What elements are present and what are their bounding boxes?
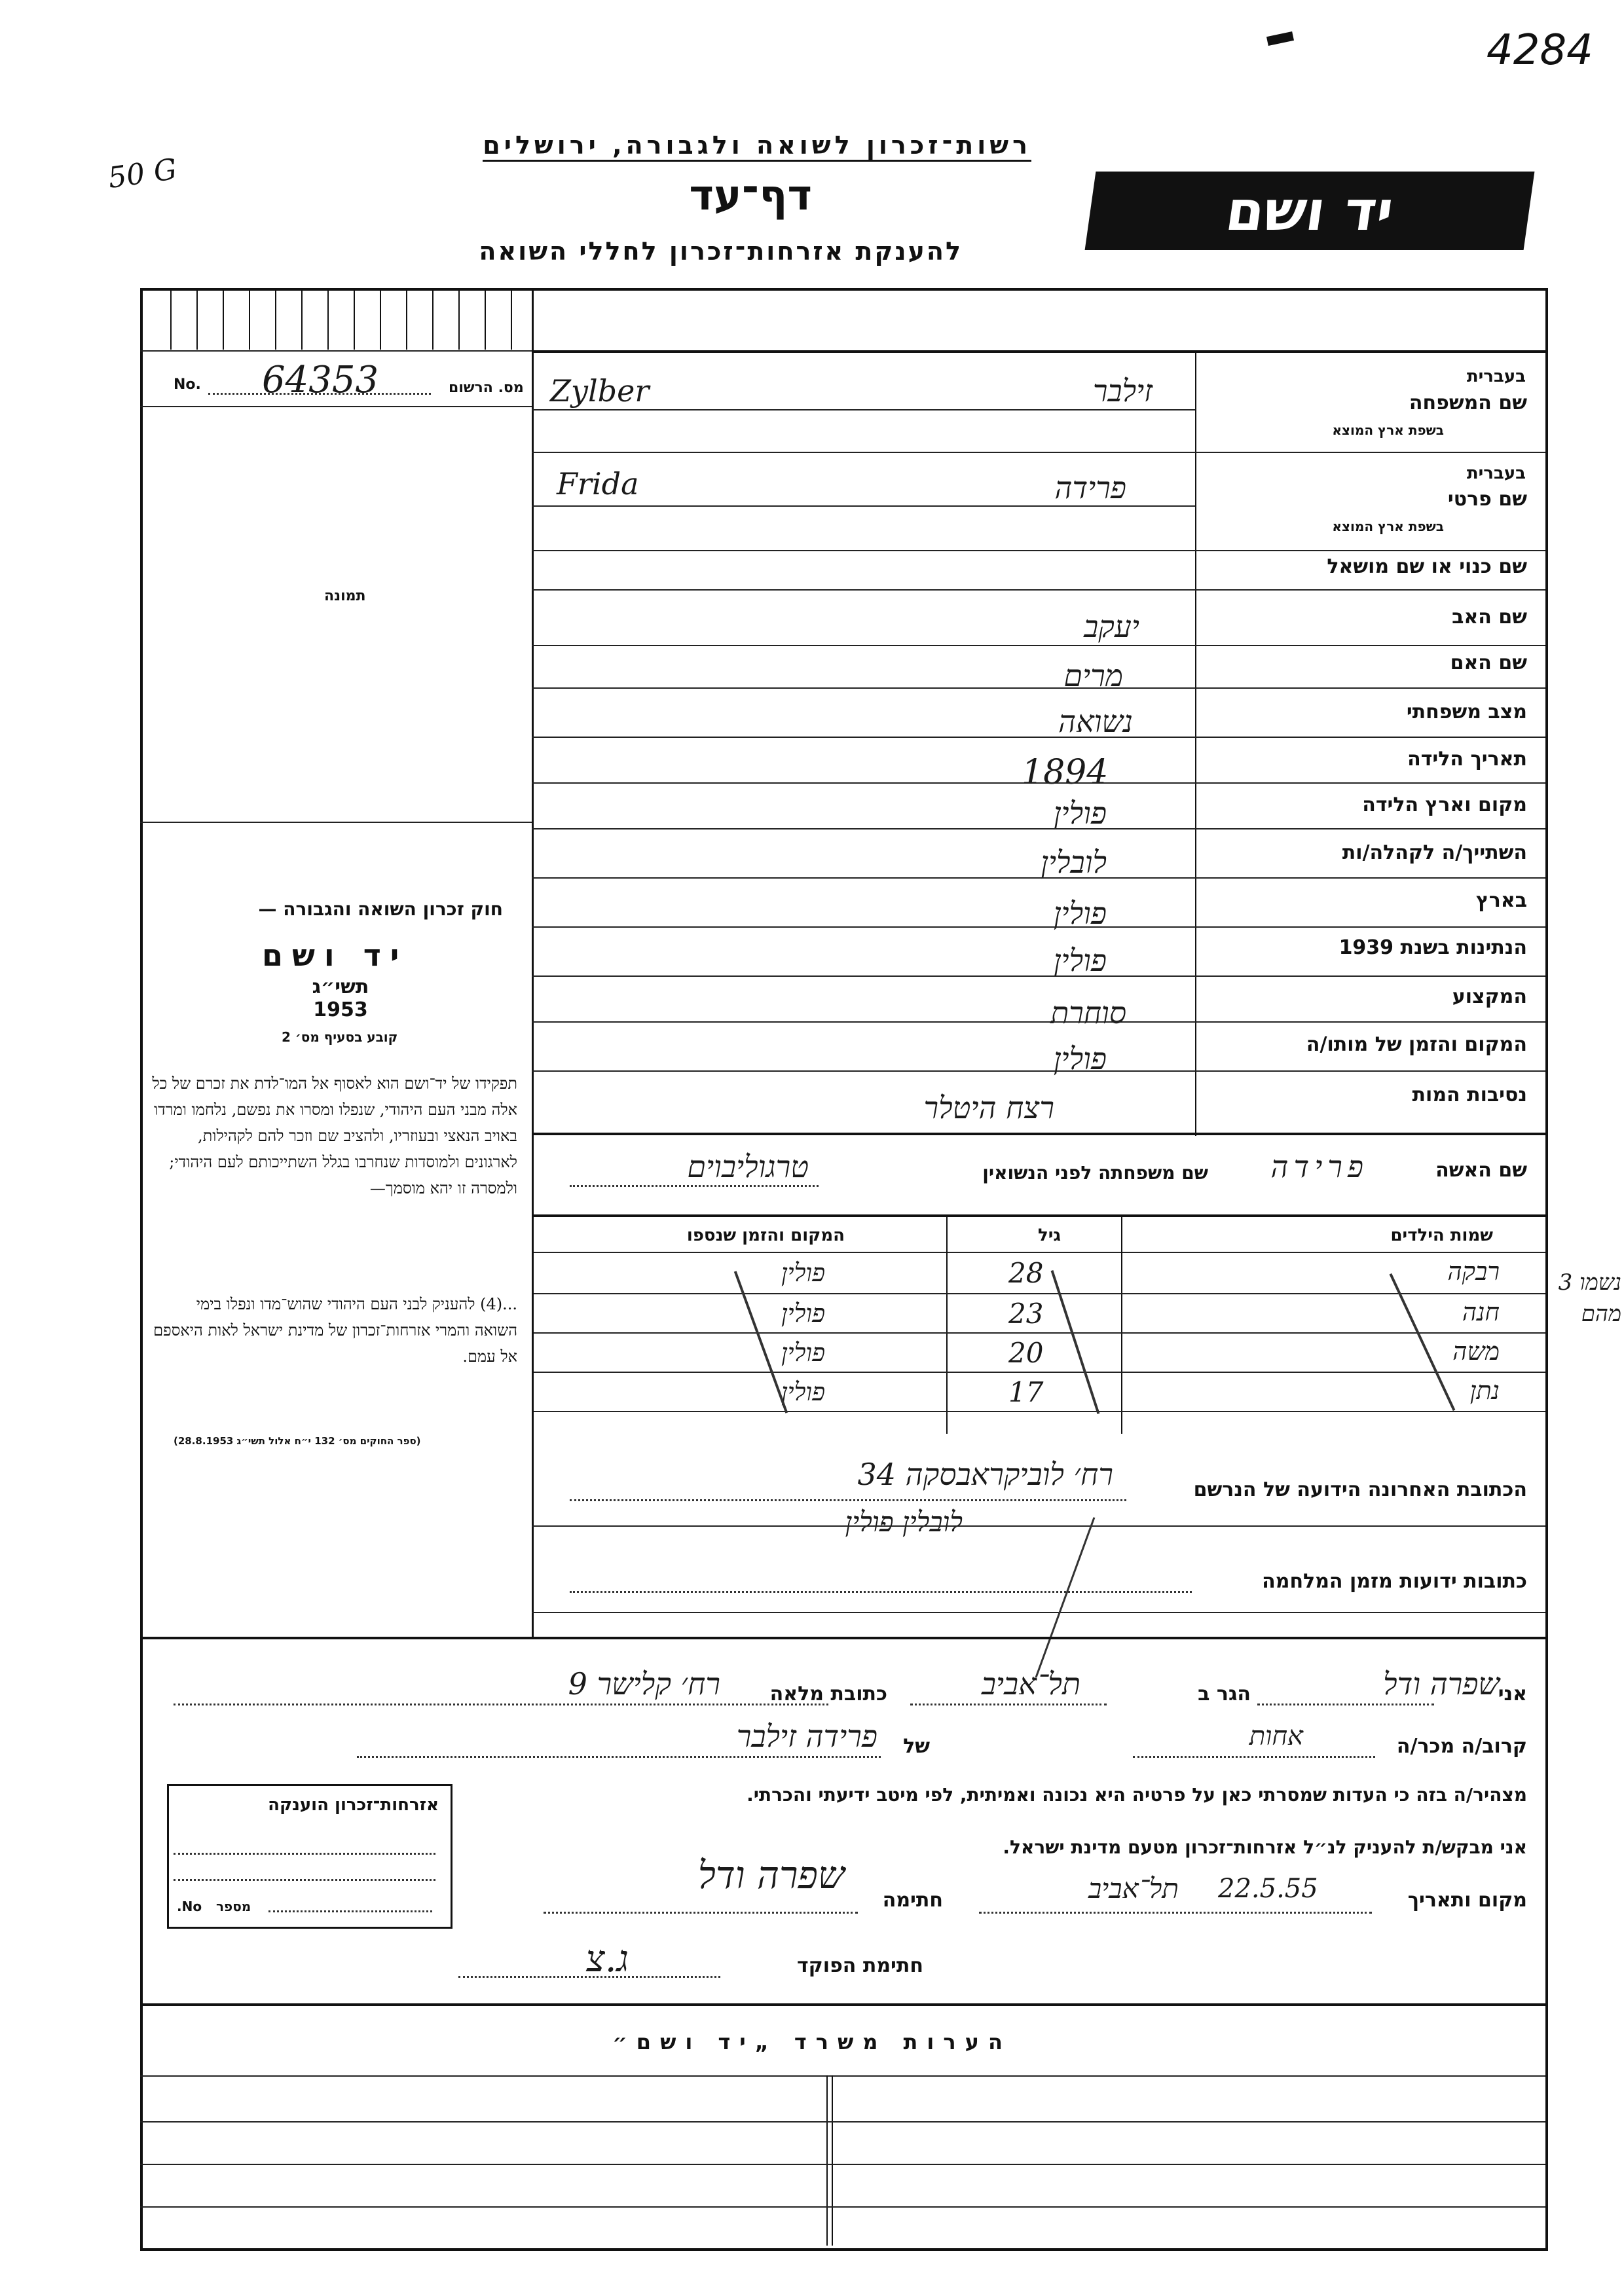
law-year: 1953 <box>313 998 368 1021</box>
top-strip-line <box>532 350 1545 353</box>
children-names-header: שמות הילדים <box>1390 1226 1493 1245</box>
birth-place-value: פולין <box>1053 795 1107 831</box>
relative-value: אחות <box>1249 1721 1303 1751</box>
row-line <box>532 782 1545 784</box>
death-circumstances-label: נסיבות המות <box>1412 1084 1527 1106</box>
law-title: חוק זכרון השואה והגבורה — <box>258 898 503 920</box>
table-row-line <box>532 1293 1545 1294</box>
children-side-note: נשמו 3 מהם <box>1558 1269 1621 1327</box>
top-strip-line-left <box>140 350 532 352</box>
mother-value: מרים <box>1063 658 1123 693</box>
strip-tick <box>511 291 512 350</box>
row-line <box>532 452 1545 453</box>
box-dots <box>174 1853 435 1855</box>
law-text-2: ...(4) להעניק לבני העם היהודי שהוש־מדו ונפלו בימי השואה והמרי אזרחות־זכרון של מדינת ישראל לאות היאספם אל עמם. <box>153 1295 517 1366</box>
remarks-line <box>140 2164 1545 2165</box>
first-name-label: שם פרטי <box>1447 488 1527 511</box>
child-name: חנה <box>1462 1298 1500 1326</box>
maiden-label: שם משפחתה לפני הנשואין <box>982 1162 1208 1184</box>
signature-value: שפרה ודל <box>697 1853 845 1897</box>
address-divider <box>532 1525 1545 1527</box>
community-label: השתייך/ה לקהלה/ות <box>1342 841 1527 864</box>
box-dots <box>174 1879 435 1881</box>
country-value: פולין <box>1053 896 1107 931</box>
child-name: נתן <box>1469 1376 1500 1405</box>
request-text: אני מבקש/ת להעניק לנ״ל אזרחות־זכרון מטעם מדינת ישראל. <box>1003 1836 1527 1858</box>
birth-date-value: 1894 <box>1022 753 1109 792</box>
child-name: משה <box>1452 1337 1500 1366</box>
decl-dots <box>544 1912 858 1914</box>
place-value: תל־אביב <box>1088 1872 1179 1904</box>
officer-signature: ג.צ <box>585 1938 629 1980</box>
signature-label: חתימה <box>882 1889 943 1912</box>
table-col-line <box>1121 1214 1122 1434</box>
family-name-origin-label: בשפת ארץ המוצא <box>1332 422 1444 438</box>
law-year-hebrew: תשי״ג <box>312 975 369 998</box>
registration-underline <box>140 406 532 407</box>
table-header-line <box>532 1252 1545 1253</box>
decl-dots <box>174 1704 828 1705</box>
label-column-divider <box>1195 350 1196 1136</box>
decl-dots <box>979 1912 1372 1914</box>
death-circumstances-value: רצח היטלר <box>923 1090 1054 1125</box>
table-row-line <box>532 1332 1545 1334</box>
child-place: פולין <box>781 1258 825 1287</box>
last-address-dots <box>570 1499 1126 1501</box>
marital-value: נשואה <box>1058 704 1133 739</box>
row-line <box>532 687 1545 689</box>
family-name-hebrew: זילבר <box>1092 373 1153 409</box>
children-place-header: המקום והזמן שנספו <box>686 1226 845 1245</box>
child-place: פולין <box>781 1299 825 1328</box>
marital-label: מצב משפחתי <box>1406 701 1527 723</box>
remarks-divider <box>826 2075 828 2246</box>
section-line <box>532 1133 1545 1135</box>
first-name-hebrew-label: בעברית <box>1466 464 1526 483</box>
family-name-hebrew-label: בעברית <box>1466 367 1526 386</box>
row-line <box>532 737 1545 738</box>
row-line <box>532 828 1545 829</box>
father-label: שם האב <box>1452 606 1527 629</box>
first-name-hebrew: פרידה <box>1054 470 1126 505</box>
child-age: 20 <box>1008 1337 1044 1369</box>
strip-tick <box>223 291 224 350</box>
strip-tick <box>301 291 303 350</box>
table-row-line <box>532 1372 1545 1373</box>
margin-note: 50 G <box>105 152 179 196</box>
form-subtitle: להענקת אזרחות־זכרון לחללי השואה <box>479 237 963 266</box>
photo-label: תמונה <box>324 588 366 604</box>
community-value: לובלין <box>1041 845 1107 880</box>
maiden-dots <box>570 1185 819 1187</box>
nickname-label: שם כנוי או שם מושאל <box>1327 555 1527 578</box>
strip-tick <box>327 291 329 350</box>
photo-bottom-line <box>140 822 532 823</box>
strip-tick <box>275 291 276 350</box>
children-age-header: גיל <box>1037 1226 1061 1245</box>
declarant-address: רח׳ קלישר 9 <box>568 1666 720 1702</box>
citizenship-box-title: אזרחות־זכרון הוענקה <box>268 1795 439 1815</box>
law-name: יד ושם <box>262 938 409 973</box>
row-line <box>532 1070 1545 1072</box>
law-year-row <box>249 975 432 1021</box>
section-line <box>140 1637 1545 1639</box>
row-line <box>532 550 1545 551</box>
wife-value: פרידה <box>1270 1149 1369 1184</box>
maiden-value: טרגוליבוים <box>687 1149 809 1184</box>
first-name-origin-label: בשפת ארץ המוצא <box>1332 519 1444 534</box>
law-clause: קובע בסעיף מס׳ 2 <box>282 1029 398 1045</box>
father-value: יעקב <box>1084 609 1139 644</box>
law-text-1: תפקידו של יד־ושם הוא לאסוף אל המו־לדת את זכרם של כל אלה מבני העם היהודי, שנפלו ומסרו את נפשם, נלחמו ומרדו באויב הנאצי ובעוזריו, ולהציב שם וזכר להם לקהילות, לארגונים ולמוסדות שנחרבו בגלל השתייכותם לעם היהודי; ולמסרה זו יהא מוסמך— <box>152 1074 517 1197</box>
decl-dots <box>910 1704 1107 1705</box>
row-line <box>532 645 1545 646</box>
death-place-value: פולין <box>1053 1041 1107 1076</box>
decl-dots <box>357 1756 881 1758</box>
child-age: 17 <box>1008 1376 1044 1408</box>
table-col-line <box>946 1214 948 1434</box>
punch-mark <box>1266 31 1294 46</box>
section-line <box>532 1214 1545 1217</box>
decl-dots <box>1133 1756 1375 1758</box>
row-line <box>532 926 1545 928</box>
profession-label: המקצוע <box>1452 985 1527 1008</box>
country-label: בארץ <box>1475 889 1527 912</box>
strip-tick <box>406 291 407 350</box>
date-value: 22.5.55 <box>1218 1874 1318 1904</box>
registration-label: מס. הרשום <box>449 380 524 396</box>
remarks-line <box>140 2121 1545 2123</box>
citizenship-value: פולין <box>1053 943 1107 978</box>
child-place: פולין <box>781 1338 825 1367</box>
strip-tick <box>432 291 434 350</box>
strip-tick <box>249 291 250 350</box>
authority-line: רשות־זכרון לשואה ולגבורה, ירושלים <box>483 131 1031 162</box>
relative-label: קרוב/ה מכר/ה <box>1396 1735 1527 1758</box>
row-line <box>532 589 1545 591</box>
row-line <box>532 877 1545 879</box>
decl-dots <box>1257 1704 1434 1705</box>
war-address-label: כתובות ידועות מזמן המלחמה <box>1262 1570 1527 1593</box>
box-dots <box>268 1910 432 1912</box>
strip-tick <box>354 291 355 350</box>
of-label: של <box>903 1735 930 1758</box>
declaration-text: מצהיר/ה בזה כי העדות שמסרתי כאן על פרטיה היא נכונה ואמיתית, לפי מיטב ידיעתי והכרתי. <box>747 1784 1527 1806</box>
strip-tick <box>485 291 486 350</box>
child-place: פולין <box>781 1377 825 1406</box>
table-row-line <box>532 1411 1545 1412</box>
strip-tick <box>380 291 381 350</box>
of-name: פרידה זילבר <box>736 1719 877 1754</box>
row-line <box>532 505 1195 507</box>
left-column-divider <box>532 288 534 1133</box>
officer-label: חתימת הפוקד <box>797 1954 923 1977</box>
place-date-label: מקום ותאריך <box>1407 1889 1527 1912</box>
law-citation: (ספר החוקים מס׳ 132 י״ח אלול תשי״ג 28.8.1953) <box>174 1435 421 1447</box>
strip-tick <box>170 291 172 350</box>
last-address-value: רח׳ לוביקראבסקה 34 <box>857 1457 1113 1492</box>
last-address-label: הכתובת האחרונה הידועה של הנרשם <box>1193 1478 1527 1501</box>
declarant-name: שפרה ודל <box>1383 1666 1500 1702</box>
registration-number: 64353 <box>262 359 379 401</box>
row-line <box>532 975 1545 977</box>
registration-no-label: No. <box>174 376 201 393</box>
citizenship-box-number: מספר <box>216 1899 251 1914</box>
child-name: רבקה <box>1447 1257 1500 1286</box>
declarant-address-label: כתובת מלאה <box>769 1683 887 1705</box>
wife-label: שם האשה <box>1435 1159 1527 1182</box>
profession-value: סוחרת <box>1050 995 1126 1030</box>
declarant-city: תל־אביב <box>981 1666 1080 1702</box>
row-line <box>532 1021 1545 1023</box>
remarks-title: הערות משרד „יד ושם״ <box>612 2030 1012 2054</box>
form-title: דף־עד <box>689 172 812 220</box>
citizenship-label: הנתינות בשנת 1939 <box>1338 936 1527 959</box>
declarant-i-label: אני <box>1498 1683 1527 1705</box>
family-name-origin: Zylber <box>550 373 650 409</box>
strip-tick <box>458 291 460 350</box>
remarks-line <box>140 2075 1545 2077</box>
logo-text: יד ושם <box>1221 179 1398 243</box>
birth-place-label: מקום וארץ הלידה <box>1362 793 1527 816</box>
section-line <box>140 2003 1545 2006</box>
death-place-label: המקום והזמן של מותו/ה <box>1306 1033 1527 1056</box>
family-name-label: שם המשפחה <box>1409 392 1527 414</box>
child-age: 23 <box>1008 1298 1044 1330</box>
yad-vashem-logo <box>1085 172 1535 250</box>
row-line <box>532 409 1195 410</box>
remarks-line <box>140 2206 1545 2208</box>
page-number: 4284 <box>1486 26 1593 75</box>
address-divider <box>532 1612 1545 1613</box>
remarks-divider <box>832 2075 833 2246</box>
left-column-divider-lower <box>532 1133 534 1637</box>
child-age: 28 <box>1008 1257 1044 1289</box>
declarant-resides-label: הגר ב <box>1198 1683 1251 1705</box>
birth-date-label: תאריך הלידה <box>1407 748 1527 771</box>
war-address-dots <box>570 1591 1192 1593</box>
citizenship-box-no: No. <box>177 1899 202 1914</box>
mother-label: שם האם <box>1450 651 1527 674</box>
strip-tick <box>196 291 198 350</box>
first-name-origin: Frida <box>557 466 639 501</box>
last-address-value-2: לובלין פולין <box>845 1506 963 1538</box>
